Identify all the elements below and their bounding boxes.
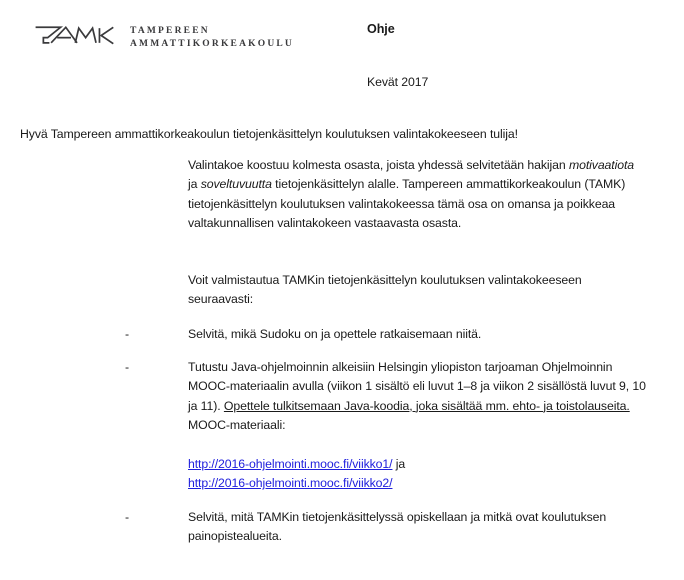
mooc-links-block <box>188 455 658 494</box>
bullet-text-sudoku: Selvitä, mikä Sudoku on ja opettele ratkaisemaan niitä. <box>188 327 482 341</box>
bullet-dash: - <box>125 360 129 374</box>
intro-italic-motivaatiota: motivaatiota <box>568 158 635 172</box>
mooc-link-line2 <box>188 474 658 493</box>
mooc-link-viikko1[interactable]: http://2016-ohjelmointi.mooc.fi/viikko1/ <box>188 457 393 471</box>
intro-text-2: ja <box>188 177 201 192</box>
bullet-dash: - <box>125 510 129 524</box>
prepare-paragraph: Voit valmistautua TAMKin tietojenkäsittelyn koulutuksen valintakokeeseen seuraavasti: <box>188 273 582 307</box>
java-text-2: MOOC-materiaali: <box>188 417 286 432</box>
mooc-link-line1 <box>188 455 658 474</box>
doc-date: Kevät 2017 <box>367 75 429 89</box>
logo-name-line1: TAMPEREEN <box>130 26 210 36</box>
bullet-item-java-mooc <box>125 358 646 435</box>
tamk-logo-icon <box>33 22 115 49</box>
link-joiner: ja <box>392 457 406 471</box>
intro-text-1: Valintakoe koostuu kolmesta osasta, joista yhdessä selvitetään hakijan <box>188 158 569 172</box>
java-underlined-sentence: Opettele tulkitsemaan Java-koodia, joka sisältää mm. ehto- ja toistolauseita. <box>223 398 630 413</box>
intro-italic-soveltuvuutta: soveltuvuutta <box>200 177 272 192</box>
bullet-item-tamk-studies <box>125 508 646 547</box>
bullet-text-tamk-studies: Selvitä, mitä TAMKin tietojenkäsittelyssä opiskellaan ja mitkä ovat koulutuksen painopistealueita. <box>188 510 607 544</box>
intro-text-3: tietojenkäsittelyn alalle. Tampereen ammattikorkeakoulun (TAMK) tietojenkäsittelyn koulutuksen valintakokeessa tämä osa on omansa ja poikkeaa valtakunnallisen valintakokeen vastaavasta osasta. <box>188 177 626 230</box>
java-text-1: Tutustu Java-ohjelmoinnin alkeisiin Helsingin yliopiston tarjoaman Ohjelmoinnin MOOC-materiaalin avulla (viikon 1 sisältö eli luvut 1–8 ja viikon 2 sisällöstä luvut 9, 10 ja 11). <box>188 360 646 413</box>
bullet-text-java-mooc <box>188 358 646 435</box>
doc-title: Ohje <box>367 22 395 36</box>
mooc-link-viikko2[interactable]: http://2016-ohjelmointi.mooc.fi/viikko2/ <box>188 476 393 491</box>
bullet-dash: - <box>125 327 129 341</box>
tamk-logo-name <box>130 25 294 51</box>
intro-paragraph <box>188 156 646 233</box>
logo-name-line2: AMMATTIKORKEAKOULU <box>130 39 294 49</box>
bullet-item-sudoku <box>125 325 646 344</box>
greeting-line: Hyvä Tampereen ammattikorkeakoulun tietojenkäsittelyn koulutuksen valintakokeeseen tulija! <box>20 127 518 141</box>
